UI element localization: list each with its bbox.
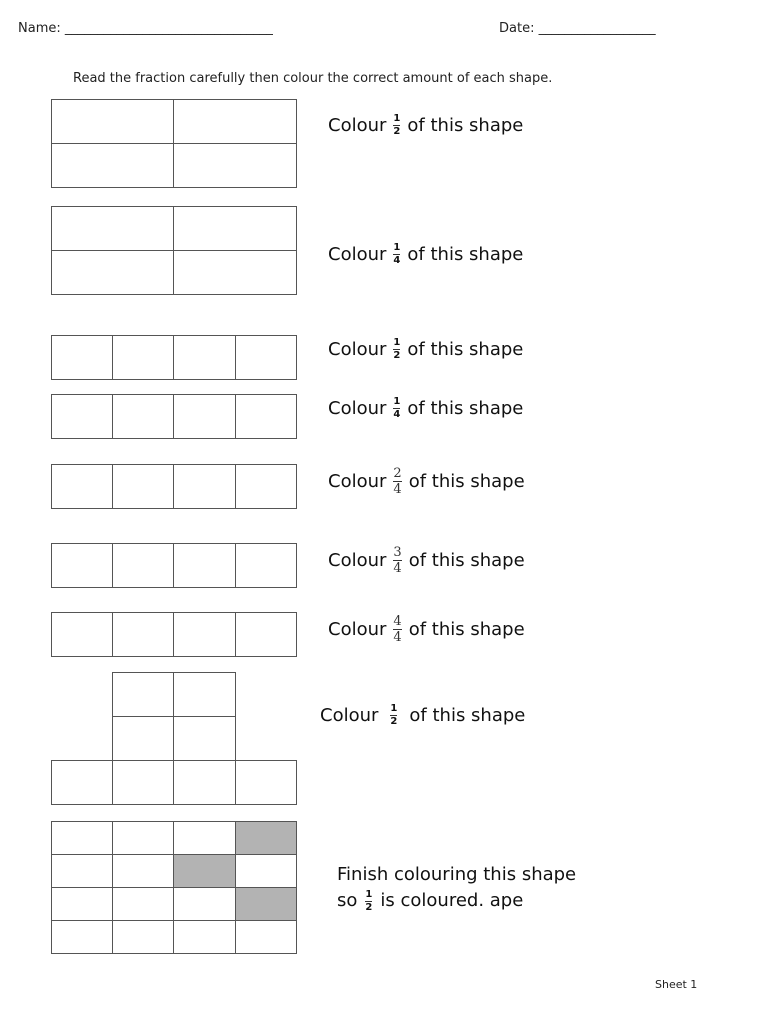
shape-cell[interactable] xyxy=(51,760,113,805)
shape-cell[interactable] xyxy=(112,821,174,855)
shape-cell[interactable] xyxy=(173,99,297,144)
fraction xyxy=(393,467,401,496)
finish-line-2 xyxy=(337,888,576,914)
shape-cell[interactable] xyxy=(51,394,113,439)
exercise-word: Colour xyxy=(328,244,387,265)
exercise-suffix: of this shape xyxy=(408,619,525,640)
fraction xyxy=(393,397,400,420)
finish-instruction xyxy=(337,862,576,914)
exercise-label-8 xyxy=(320,704,525,727)
fraction-numerator: 1 xyxy=(390,703,398,714)
shape-cell[interactable] xyxy=(235,394,297,439)
fraction-denominator: 4 xyxy=(393,482,402,497)
exercise-word: Colour xyxy=(328,550,387,571)
exercise-suffix: of this shape xyxy=(407,398,524,419)
exercise-word: Colour xyxy=(328,398,387,419)
shape-cell[interactable] xyxy=(51,821,113,855)
shape-cell[interactable] xyxy=(173,143,297,188)
fraction-denominator: 4 xyxy=(393,630,402,645)
shape-cell[interactable] xyxy=(51,464,113,509)
shape-cell[interactable] xyxy=(173,335,236,380)
fraction-numerator: 1 xyxy=(393,113,401,124)
shape-cell[interactable] xyxy=(112,464,174,509)
exercise-word: Colour xyxy=(328,115,387,136)
exercise-suffix: of this shape xyxy=(407,339,524,360)
exercise-label-1 xyxy=(328,114,523,137)
shape-cell[interactable] xyxy=(173,672,236,717)
shape-cell[interactable] xyxy=(112,760,174,805)
shape-cell[interactable] xyxy=(51,887,113,921)
exercise-suffix: of this shape xyxy=(407,115,524,136)
exercise-label-7 xyxy=(328,615,525,644)
shape-cell[interactable] xyxy=(235,464,297,509)
shape-cell[interactable] xyxy=(173,250,297,295)
fraction-denominator: 4 xyxy=(393,255,401,266)
shape-cell[interactable] xyxy=(235,854,297,888)
exercise-word: Colour xyxy=(328,339,387,360)
shape-cell[interactable] xyxy=(51,143,174,188)
finish-line-1: Finish colouring this shape xyxy=(337,864,577,885)
shape-cell[interactable] xyxy=(51,543,113,588)
fraction-numerator: 3 xyxy=(393,545,402,560)
fraction-numerator: 2 xyxy=(393,466,402,481)
shape-cell[interactable] xyxy=(112,394,174,439)
shape-cell[interactable] xyxy=(51,335,113,380)
fraction xyxy=(365,890,372,913)
shape-cell[interactable] xyxy=(235,760,297,805)
shape-cell[interactable] xyxy=(235,543,297,588)
fraction-denominator: 2 xyxy=(393,126,401,137)
shape-cell[interactable] xyxy=(173,920,236,954)
exercise-suffix: of this shape xyxy=(408,550,525,571)
fraction-numerator: 4 xyxy=(393,614,402,629)
fraction-numerator: 1 xyxy=(393,396,401,407)
shape-cell[interactable] xyxy=(112,920,174,954)
fraction-denominator: 2 xyxy=(393,350,401,361)
exercise-label-2 xyxy=(328,243,523,266)
exercise-label-3 xyxy=(328,338,523,361)
shape-cell[interactable] xyxy=(112,716,174,761)
shape-cell[interactable] xyxy=(235,920,297,954)
shape-cell[interactable] xyxy=(51,99,174,144)
shape-cell[interactable] xyxy=(173,543,236,588)
shape-cell-shaded[interactable] xyxy=(235,821,297,855)
shape-cell[interactable] xyxy=(235,612,297,657)
fraction xyxy=(393,338,400,361)
sheet-number: Sheet 1 xyxy=(655,978,698,991)
shape-cell[interactable] xyxy=(173,887,236,921)
shape-cell[interactable] xyxy=(112,543,174,588)
shape-cell[interactable] xyxy=(173,394,236,439)
shape-cell-shaded[interactable] xyxy=(173,854,236,888)
exercise-word: Colour xyxy=(328,471,387,492)
exercise-label-6 xyxy=(328,546,525,575)
exercise-label-5 xyxy=(328,467,525,496)
shape-cell[interactable] xyxy=(51,612,113,657)
shape-cell[interactable] xyxy=(173,821,236,855)
shape-cell[interactable] xyxy=(173,206,297,251)
shape-cell[interactable] xyxy=(173,760,236,805)
exercise-suffix: of this shape xyxy=(409,705,526,726)
shape-cell[interactable] xyxy=(51,854,113,888)
fraction xyxy=(390,704,397,727)
instructions-text: Read the fraction carefully then colour the correct amount of each shape. xyxy=(73,71,553,86)
fraction xyxy=(393,243,400,266)
fraction-denominator: 2 xyxy=(390,716,398,727)
exercise-label-4 xyxy=(328,397,523,420)
fraction-numerator: 1 xyxy=(393,337,401,348)
exercise-suffix: of this shape xyxy=(408,471,525,492)
shape-cell[interactable] xyxy=(112,335,174,380)
shape-cell[interactable] xyxy=(235,335,297,380)
fraction xyxy=(393,546,401,575)
finish-prefix: so xyxy=(337,890,358,911)
exercise-word: Colour xyxy=(320,705,379,726)
fraction xyxy=(393,114,400,137)
name-field-label: Name: ________________________________ xyxy=(18,21,273,36)
shape-cell-shaded[interactable] xyxy=(235,887,297,921)
finish-suffix: is coloured. ape xyxy=(380,890,524,911)
fraction xyxy=(393,615,401,644)
fraction-numerator: 1 xyxy=(393,242,401,253)
shape-cell[interactable] xyxy=(112,672,174,717)
fraction-numerator: 1 xyxy=(365,888,373,900)
exercise-word: Colour xyxy=(328,619,387,640)
exercise-suffix: of this shape xyxy=(407,244,524,265)
fraction-denominator: 2 xyxy=(365,901,373,913)
shape-cell[interactable] xyxy=(173,464,236,509)
shape-cell[interactable] xyxy=(112,612,174,657)
shape-cell[interactable] xyxy=(173,716,236,761)
shape-cell[interactable] xyxy=(51,250,174,295)
fraction-denominator: 4 xyxy=(393,561,402,576)
shape-cell[interactable] xyxy=(112,854,174,888)
shape-cell[interactable] xyxy=(112,887,174,921)
fraction-denominator: 4 xyxy=(393,409,401,420)
shape-cell[interactable] xyxy=(173,612,236,657)
shape-cell[interactable] xyxy=(51,206,174,251)
date-field-label: Date: __________________ xyxy=(499,21,656,36)
shape-cell[interactable] xyxy=(51,920,113,954)
